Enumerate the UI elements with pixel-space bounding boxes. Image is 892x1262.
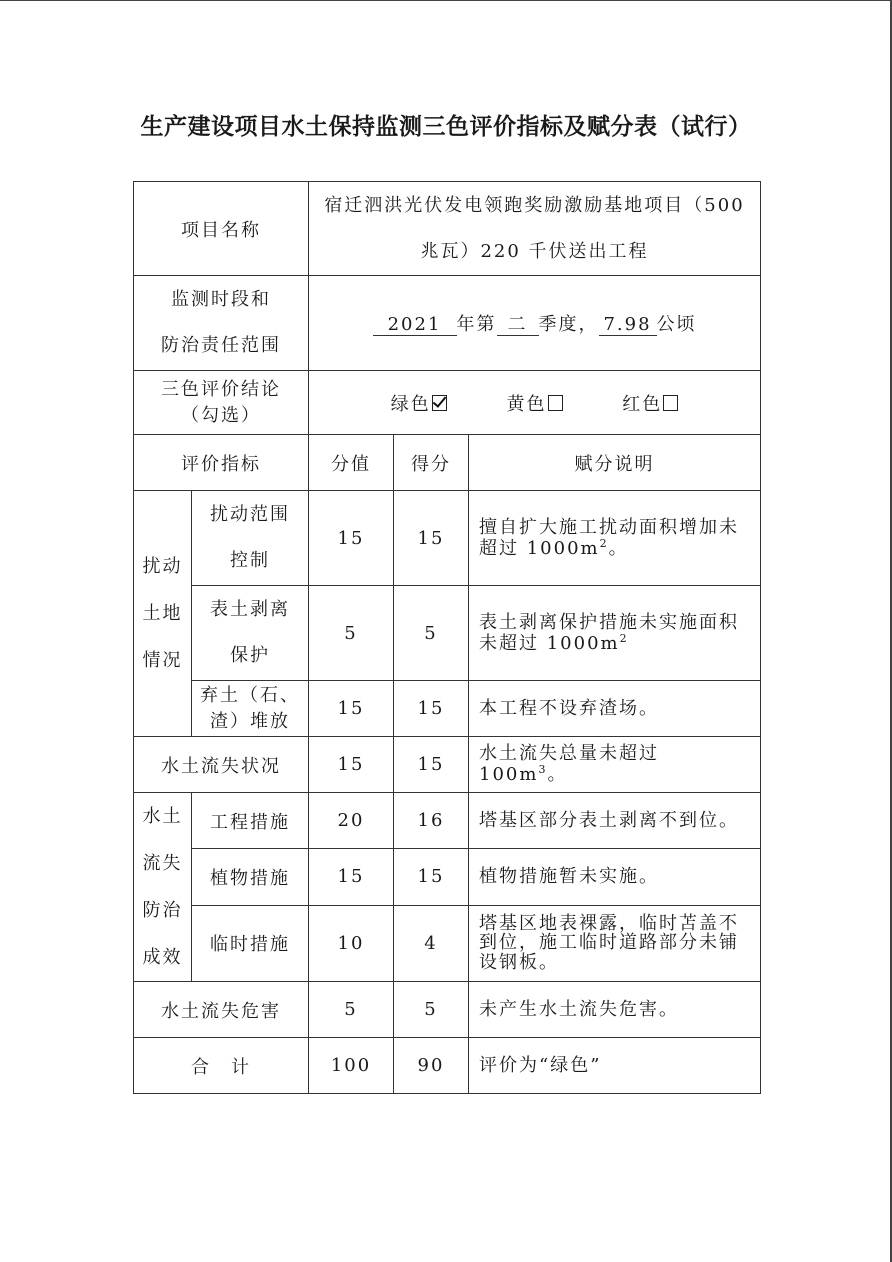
- indicator-topsoil: [192, 586, 309, 681]
- value-cell: 10: [309, 905, 394, 981]
- total-value: 100: [309, 1038, 394, 1094]
- note-text: 表土剥离保护措施未实施面积未超过 1000m: [479, 611, 739, 654]
- option-green-label: 绿色: [390, 393, 431, 415]
- period-year-suffix: 年第: [456, 313, 497, 335]
- value-cell: 20: [309, 793, 394, 849]
- score-cell: 15: [394, 849, 469, 905]
- indicator-label-line: 保护: [230, 645, 270, 666]
- project-name-line2: 兆瓦）220 千伏送出工程: [420, 240, 649, 262]
- page-title: 生产建设项目水土保持监测三色评价指标及赋分表（试行）: [140, 114, 752, 140]
- group-prevention-line: 流失: [142, 853, 183, 874]
- group-disturbance-line: 土地: [142, 603, 183, 624]
- group-prevention-line: 成效: [142, 947, 183, 968]
- group-prevention: [134, 793, 192, 982]
- conclusion-label-line2: （勾选）: [181, 404, 261, 426]
- option-red-label: 红色: [622, 393, 663, 415]
- indicator-label-line: 弃土（石、: [200, 684, 300, 706]
- value-cell: 15: [309, 681, 394, 737]
- evaluation-table: [133, 181, 761, 1094]
- period-quarter: 二: [497, 314, 539, 337]
- header-score-value: 分值: [309, 435, 394, 491]
- indicator-hazard: 水土流失危害: [134, 982, 309, 1038]
- note-cell: [469, 586, 761, 681]
- period-year: 2021: [373, 314, 457, 337]
- table-row: [134, 491, 761, 586]
- note-cell: [469, 491, 761, 586]
- header-indicator: 评价指标: [134, 435, 309, 491]
- table-row: [134, 849, 761, 905]
- group-disturbance-line: 扰动: [142, 556, 183, 577]
- checkbox-checked-icon[interactable]: [432, 395, 447, 411]
- period-area: 7.98: [599, 314, 657, 337]
- total-note: 评价为“绿色”: [469, 1038, 761, 1094]
- header-score-got: 得分: [394, 435, 469, 491]
- score-cell: 16: [394, 793, 469, 849]
- value-cell: 5: [309, 982, 394, 1038]
- table-row: [134, 905, 761, 981]
- option-yellow-label: 黄色: [506, 393, 547, 415]
- indicator-temporary: 临时措施: [192, 905, 309, 981]
- group-prevention-line: 水土: [142, 806, 183, 827]
- note-text: 擅自扩大施工扰动面积增加未超过 1000m: [479, 516, 739, 559]
- project-name-line1: 宿迁泗洪光伏发电领跑奖励激励基地项目（500: [324, 194, 745, 216]
- note-sup: 3: [538, 763, 548, 776]
- note-cell: 植物措施暂未实施。: [469, 849, 761, 905]
- value-cell: 15: [309, 849, 394, 905]
- note-cell: 未产生水土流失危害。: [469, 982, 761, 1038]
- indicator-disturb-range: [192, 491, 309, 586]
- note-text: 水土流失总量未超过 100m: [479, 743, 659, 785]
- value-cell: 15: [309, 737, 394, 793]
- table-row: [134, 586, 761, 681]
- group-disturbance: [134, 491, 192, 737]
- option-green[interactable]: [391, 390, 447, 416]
- checkbox-empty-icon[interactable]: [548, 395, 563, 411]
- option-yellow[interactable]: [507, 390, 563, 416]
- note-sup: 2: [599, 536, 609, 550]
- period-label-line2: 防治责任范围: [161, 335, 281, 356]
- indicator-label-line: 扰动范围: [210, 504, 290, 525]
- score-cell: 15: [394, 681, 469, 737]
- period-label: [134, 276, 309, 371]
- indicator-plant: 植物措施: [192, 849, 309, 905]
- value-cell: 5: [309, 586, 394, 681]
- header-explanation: 赋分说明: [469, 435, 761, 491]
- note-cell: [469, 737, 761, 793]
- score-cell: 5: [394, 586, 469, 681]
- table-row: [134, 793, 761, 849]
- indicator-label-line: 控制: [230, 550, 270, 571]
- group-prevention-line: 防治: [142, 900, 183, 921]
- note-cell: 塔基区部分表土剥离不到位。: [469, 793, 761, 849]
- table-row: [134, 681, 761, 737]
- indicator-loss-status: 水土流失状况: [134, 737, 309, 793]
- conclusion-label: [134, 371, 309, 435]
- period-area-unit: 公顷: [656, 313, 697, 335]
- conclusion-options: [309, 371, 761, 435]
- period-quarter-suffix: 季度，: [538, 313, 599, 335]
- conclusion-row: [134, 371, 761, 435]
- value-cell: 15: [309, 491, 394, 586]
- note-sup: 2: [619, 631, 629, 645]
- project-row: [134, 182, 761, 276]
- conclusion-label-line1: 三色评价结论: [161, 378, 281, 400]
- indicator-label-line: 表土剥离: [210, 599, 290, 620]
- score-cell: 5: [394, 982, 469, 1038]
- total-row: [134, 1038, 761, 1094]
- project-name: [309, 182, 761, 276]
- project-label: 项目名称: [134, 182, 309, 276]
- checkbox-empty-icon[interactable]: [663, 395, 678, 411]
- score-cell: 15: [394, 737, 469, 793]
- total-label: 合 计: [134, 1038, 309, 1094]
- total-score: 90: [394, 1038, 469, 1094]
- indicator-label-line: 渣）堆放: [210, 710, 290, 732]
- table-row: [134, 737, 761, 793]
- indicator-engineering: 工程措施: [192, 793, 309, 849]
- note-text: 。: [608, 537, 629, 559]
- score-cell: 15: [394, 491, 469, 586]
- note-text: 。: [547, 764, 568, 785]
- period-row: [134, 276, 761, 371]
- score-cell: 4: [394, 905, 469, 981]
- note-cell: 塔基区地表裸露，临时苫盖不到位，施工临时道路部分未铺设钢板。: [469, 905, 761, 981]
- note-cell: 本工程不设弃渣场。: [469, 681, 761, 737]
- period-value: [309, 276, 761, 371]
- group-disturbance-line: 情况: [142, 650, 183, 671]
- header-row: [134, 435, 761, 491]
- period-label-line1: 监测时段和: [171, 289, 271, 310]
- table-row: [134, 982, 761, 1038]
- option-red[interactable]: [622, 390, 678, 416]
- indicator-spoil: [192, 681, 309, 737]
